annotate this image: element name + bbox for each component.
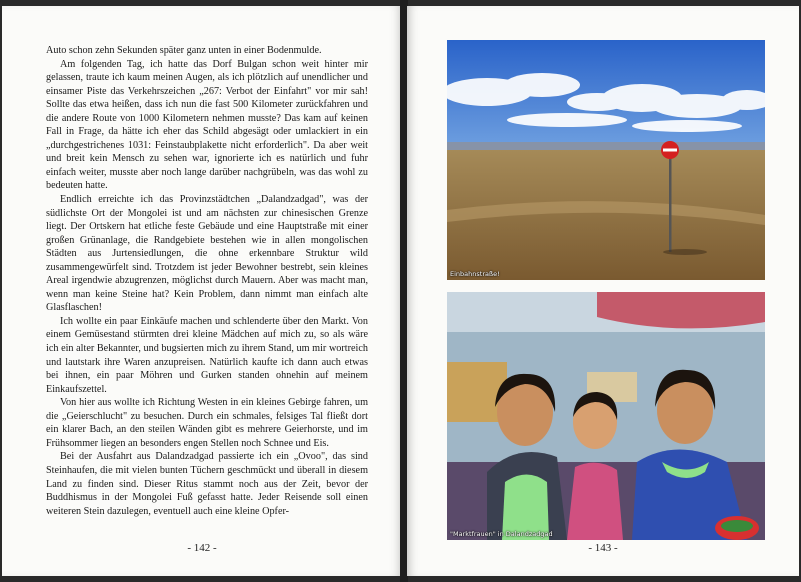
market-girls-image [447, 292, 765, 540]
right-page [407, 6, 799, 576]
left-page [2, 6, 402, 576]
page-number-right: - 143 - [588, 542, 618, 554]
page-number-left: - 142 - [187, 542, 217, 554]
photo-market-girls [447, 292, 765, 540]
road-sign-image [447, 40, 765, 280]
paragraph: Bei der Ausfahrt aus Dalandzadgad passierte ich ein „Ovoo", das sind Steinhaufen, die mit vielen bunten Tüchern geschmückt und überall in diesem Land zu finden sind. Dieser Ritus stammt noch aus der Zeit, bevor der Buddhismus in der Mongolei Fuß gefasst hatte. Jeder Reisende soll einen weiteren Stein dazulegen, eventuell auch eine kleine Opfer- [46, 451, 368, 517]
photo-caption: Einbahnstraße! [450, 270, 500, 278]
paragraph: Endlich erreichte ich das Provinzstädtchen „Dalandzadgad", was der südlichste Ort der Mongolei ist und am nächsten zur chinesischen Grenze liegt. Der Ortskern hat etliche feste Gebäude und eine Hauptstraße mit einer großen Grünanlage, die Randgebiete bestehen wie in allen mongolischen Städten aus Jurtensiedlungen, die ohne erkennbare Struktur wild zusammengewürfelt sind. Trotzdem ist jeder Bewohner bestrebt, sein kleines Areal irgendwie abzugrenzen, möglichst durch Mauern. Aber was macht man, wenn man keine Steine hat? Kein Problem, dann nimmt man einfach alte Glasflaschen! [46, 194, 368, 314]
paragraph: Von hier aus wollte ich Richtung Westen in ein kleines Gebirge fahren, um die „Geierschlucht" zu besuchen. Durch ein schmales, felsiges Tal fließt dort ein klarer Bach, an den steilen Wänden gibt es mehrere Geierhorste, und im Frühsommer liegen an besonders engen Stellen noch Schnee und Eis. [46, 397, 368, 449]
photo-caption: "Marktfrauen" in Dalandzadgad [450, 530, 553, 538]
paragraph: Auto schon zehn Sekunden später ganz unten in einer Bodenmulde. [46, 45, 322, 56]
paragraph: Ich wollte ein paar Einkäufe machen und schlenderte über den Markt. Von einem Gemüsestand stürmten drei kleine Mädchen auf mich zu, so als wäre ich ein alter Bekannter, und bugsierten mich zu ihrem Stand, um mir wortreich und lautstark ihre Waren anzupreisen. Natürlich kaufte ich dann auch etwas bei ihnen, ein paar Möhren und Gurken standen ohnehin auf meinem Einkaufszettel. [46, 315, 368, 395]
photo-road-sign [447, 40, 765, 280]
body-text [46, 44, 368, 518]
paragraph: Am folgenden Tag, ich hatte das Dorf Bulgan schon weit hinter mir gelassen, traute ich kaum meinen Augen, als ich plötzlich auf unendlicher und einsamer Piste das Verkehrszeichen „267: Verbot der Einfahrt" vor mir sah! Sollte das etwa heißen, dass ich nun die fast 500 Kilometer zurückfahren und die andere Route von 1000 Kilometern nehmen musste? Das kam auf keinen Fall in Frage, da hätte ich eher das Schild abgesägt oder umlackiert in ein „durchgestrichenes 1031: Feinstaubplakette nicht erforderlich". Da aber weit und breit kein Mensch zu sehen war, ignorierte ich es natürlich und fuhr einfach weiter, musste aber noch lange darüber nachgrübeln, was das wohl zu bedeuten hatte. [46, 58, 368, 192]
